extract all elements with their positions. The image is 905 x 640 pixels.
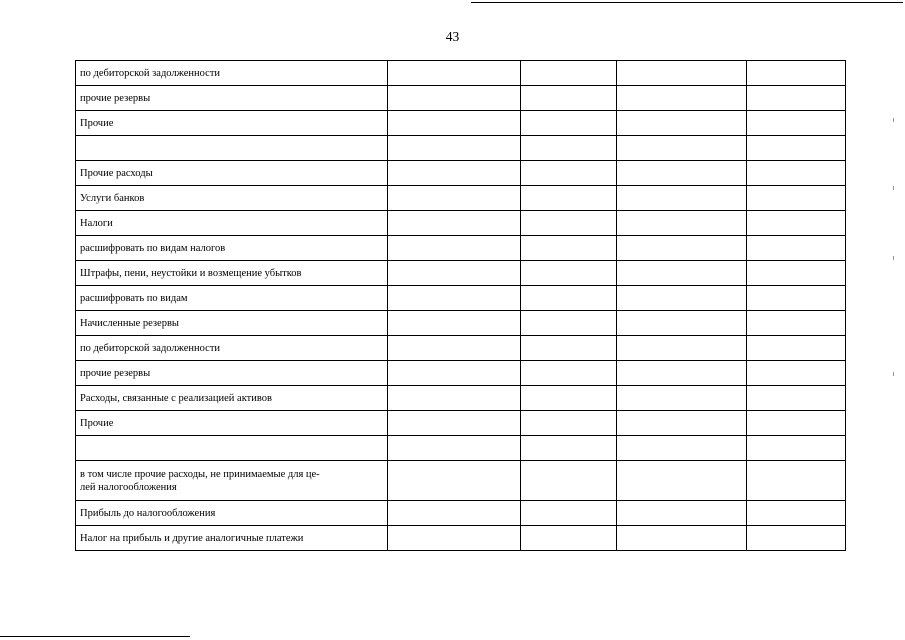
value-cell [617,411,747,436]
value-cell [388,186,521,211]
value-cell [388,61,521,86]
table-row [76,461,846,501]
value-cell [617,361,747,386]
value-cell [521,386,617,411]
page-number: 43 [445,29,460,44]
value-cell [388,386,521,411]
table-row [76,311,846,336]
table-row [76,161,846,186]
value-cell [521,461,617,501]
value-cell [747,436,846,461]
value-cell [617,286,747,311]
table-row [76,386,846,411]
row-label-cell: прочие резервы [76,86,388,111]
value-cell [617,461,747,501]
table-row [76,86,846,111]
value-cell [747,411,846,436]
value-cell [521,61,617,86]
value-cell [388,436,521,461]
value-cell [747,461,846,501]
row-label-cell: Прибыль до налогообложения [76,501,388,526]
table-row [76,411,846,436]
value-cell [388,236,521,261]
value-cell [521,526,617,551]
margin-mark [893,256,894,260]
value-cell [747,526,846,551]
value-cell [617,501,747,526]
row-label-cell: Расходы, связанные с реализацией активов [76,386,388,411]
table-row [76,286,846,311]
value-cell [521,361,617,386]
value-cell [617,136,747,161]
value-cell [747,386,846,411]
value-cell [521,136,617,161]
row-label-cell: Налоги [76,211,388,236]
value-cell [521,501,617,526]
value-cell [521,336,617,361]
value-cell [747,286,846,311]
value-cell [521,111,617,136]
row-label-cell: расшифровать по видам [76,286,388,311]
row-label-cell: Прочие расходы [76,161,388,186]
row-label-cell: Прочие [76,411,388,436]
table-row [76,186,846,211]
value-cell [521,311,617,336]
value-cell [521,211,617,236]
value-cell [388,461,521,501]
value-cell [617,386,747,411]
value-cell [388,261,521,286]
table-row [76,136,846,161]
value-cell [617,161,747,186]
table-row [76,526,846,551]
value-cell [388,361,521,386]
row-label-cell: по дебиторской задолженности [76,336,388,361]
value-cell [388,86,521,111]
row-label-cell [76,436,388,461]
table-row [76,336,846,361]
value-cell [388,411,521,436]
value-cell [747,86,846,111]
row-label-cell: расшифровать по видам налогов [76,236,388,261]
value-cell [521,236,617,261]
value-cell [521,286,617,311]
value-cell [521,86,617,111]
table-row [76,361,846,386]
table-row [76,501,846,526]
value-cell [617,61,747,86]
table-row [76,211,846,236]
value-cell [388,501,521,526]
value-cell [617,436,747,461]
row-label-cell: Услуги банков [76,186,388,211]
value-cell [617,261,747,286]
row-label-cell: Начисленные резервы [76,311,388,336]
value-cell [521,186,617,211]
table-row [76,436,846,461]
row-label-cell [76,136,388,161]
table-row [76,111,846,136]
value-cell [747,161,846,186]
value-cell [617,111,747,136]
top-rule [471,2,903,3]
report-table-body [76,61,846,551]
row-label-cell: Налог на прибыль и другие аналогичные платежи [76,526,388,551]
row-label-cell: Прочие [76,111,388,136]
value-cell [388,111,521,136]
value-cell [747,361,846,386]
row-label-cell: в том числе прочие расходы, не принимаемые для це- лей налогообложения [76,461,388,501]
value-cell [747,311,846,336]
value-cell [617,211,747,236]
value-cell [521,261,617,286]
value-cell [747,186,846,211]
margin-mark [893,372,894,376]
value-cell [617,236,747,261]
value-cell [617,526,747,551]
value-cell [388,161,521,186]
row-label-cell: по дебиторской задолженности [76,61,388,86]
value-cell [617,186,747,211]
value-cell [521,436,617,461]
table-row [76,236,846,261]
value-cell [617,86,747,111]
value-cell [747,111,846,136]
value-cell [388,526,521,551]
table-row [76,61,846,86]
value-cell [747,261,846,286]
value-cell [388,136,521,161]
value-cell [388,336,521,361]
value-cell [388,286,521,311]
value-cell [388,211,521,236]
row-label-cell: прочие резервы [76,361,388,386]
value-cell [747,501,846,526]
value-cell [617,336,747,361]
table-row [76,261,846,286]
value-cell [617,311,747,336]
margin-mark [893,186,894,190]
value-cell [521,411,617,436]
value-cell [747,136,846,161]
value-cell [747,61,846,86]
row-label-cell: Штрафы, пени, неустойки и возмещение убытков [76,261,388,286]
margin-mark [893,118,894,122]
value-cell [521,161,617,186]
report-table [75,60,846,551]
value-cell [747,236,846,261]
value-cell [747,336,846,361]
value-cell [388,311,521,336]
bottom-rule [0,636,190,637]
value-cell [747,211,846,236]
